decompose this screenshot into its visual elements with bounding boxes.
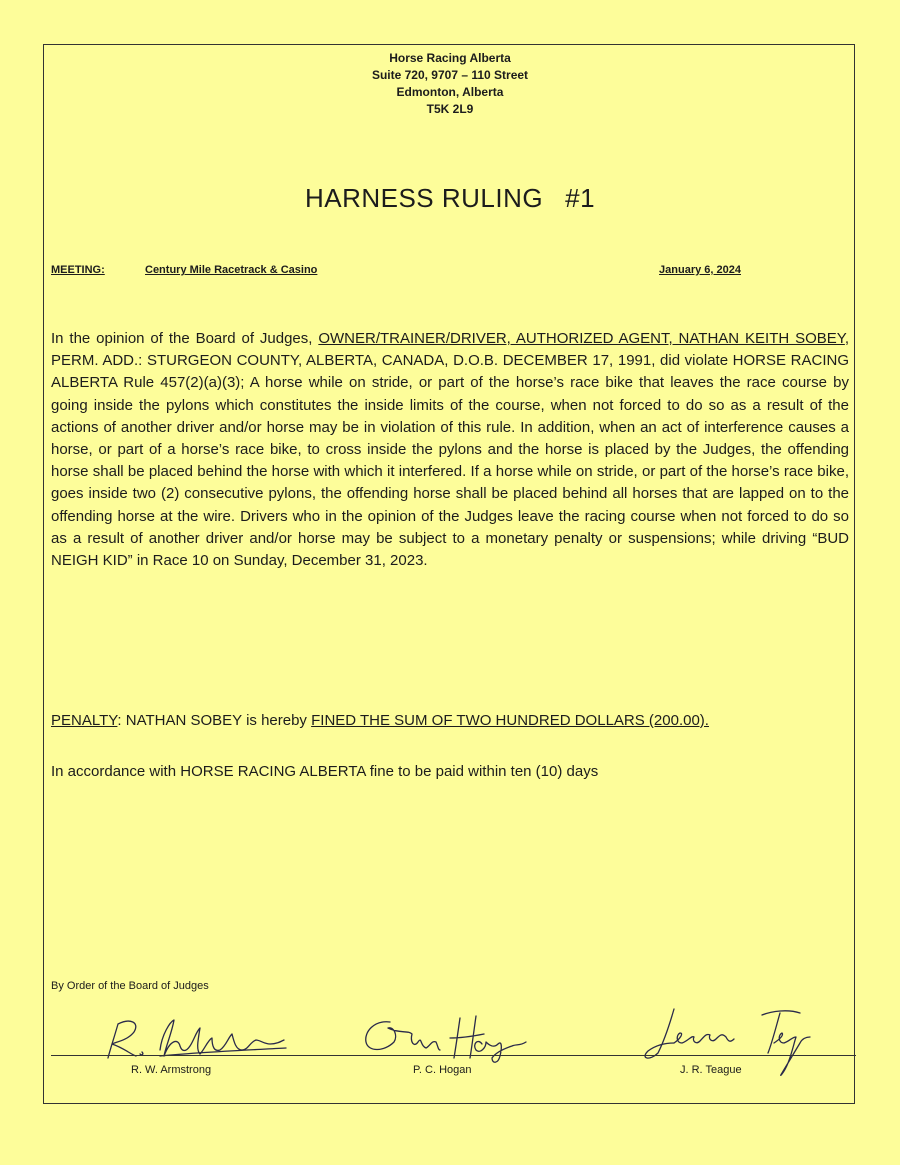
signature-line [51,1055,856,1056]
ruling-details: , PERM. ADD.: STURGEON COUNTY, ALBERTA, CANADA, D.O.B. DECEMBER 17, 1991, did violate HORSE RACING ALBERTA Rule 457(2)(a)(3); A horse while on stride, or part of the horse’s race bike that leaves the race course by going inside the pylons which constitutes the inside limits of the course, when not forced to do so as a result of the actions of another driver and/or horse may be in violation of this rule. In addition, when an act of interference causes a horse, or part of a horse’s race bike, to cross inside the pylons and the horse is placed by the Judges, the offending horse shall be placed behind the horse with which it interfered. If a horse while on stride, or part of the horse’s race bike, goes inside two (2) consecutive pylons, the offending horse shall be placed behind all horses that are lapped on to the offending horse at the wire. Drivers who in the opinion of the Judges leave the racing course when not forced to do so as a result of another driver and/or horse may be subject to a monetary penalty or suspensions; while driving “BUD NEIGH KID” in Race 10 on Sunday, December 31, 2023. [51,330,850,570]
accordance-line: In accordance with HORSE RACING ALBERTA fine to be paid within ten (10) days [51,763,599,780]
penalty-label: PENALTY [51,712,118,729]
meeting-date: January 6, 2024 [659,264,741,276]
ruling-paragraph [51,328,849,572]
ruling-intro: In the opinion of the Board of Judges, [51,330,319,347]
title-text: HARNESS RULING [304,183,544,213]
signature-hogan [360,1012,535,1067]
order-text: By Order of the Board of Judges [51,980,209,992]
signature-armstrong [100,1010,290,1065]
penalty-text: : NATHAN SOBEY is hereby [117,712,312,729]
penalty-line [51,712,849,729]
ruling-role: OWNER/TRAINER/DRIVER, AUTHORIZED AGENT, NATHAN KEITH SOBEY [318,330,845,347]
judge-name-teague: J. R. Teague [680,1064,742,1076]
ruling-body [51,328,849,572]
address-line-1: Suite 720, 9707 – 110 Street [371,68,529,82]
judge-name-hogan: P. C. Hogan [413,1064,472,1076]
judge-name-armstrong: R. W. Armstrong [131,1064,212,1076]
letterhead [0,50,900,118]
org-name: Horse Racing Alberta [389,51,511,65]
meeting-label: MEETING: [51,264,105,276]
penalty-fine: FINED THE SUM OF TWO HUNDRED DOLLARS (200.00). [311,712,709,729]
page-title [0,183,900,214]
meeting-venue: Century Mile Racetrack & Casino [145,264,318,276]
address-line-2: Edmonton, Alberta [396,85,504,99]
ruling-number: #1 [565,183,596,213]
postal-code: T5K 2L9 [426,102,474,116]
